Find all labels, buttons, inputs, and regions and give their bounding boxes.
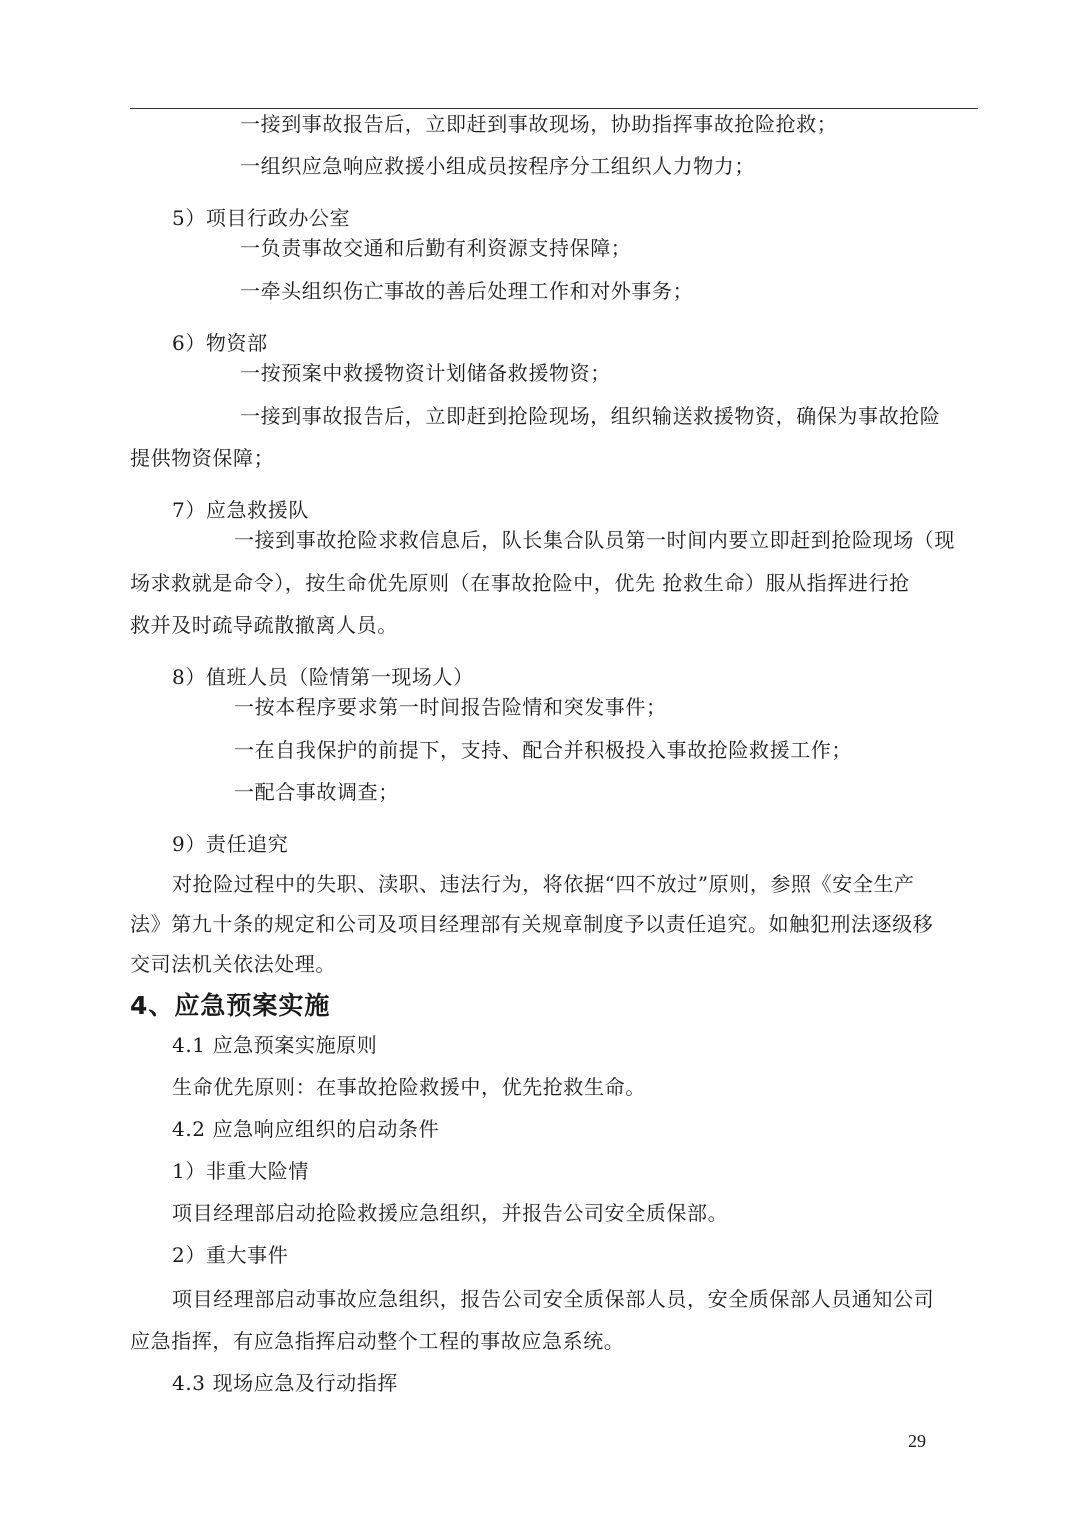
subsection-heading: 2）重大事件 xyxy=(172,1243,289,1267)
text-line: 一在自我保护的前提下，支持、配合并积极投入事故抢险救援工作； xyxy=(234,738,852,762)
subsection-heading: 7）应急救援队 xyxy=(172,498,309,522)
text-line: 提供物资保障； xyxy=(130,446,275,470)
section-heading: 4、应急预案实施 xyxy=(130,991,331,1020)
header-rule xyxy=(130,108,978,109)
subsection-heading: 4.1 应急预案实施原则 xyxy=(172,1033,378,1057)
text-line: 救并及时疏导疏散撤离人员。 xyxy=(130,613,398,637)
text-line: 应急指挥，有应急指挥启动整个工程的事故应急系统。 xyxy=(130,1329,625,1353)
text-line: 一接到事故报告后，立即赶到抢险现场，组织输送救援物资，确保为事故抢险 xyxy=(240,404,941,428)
text-line: 一接到事故抢险求救信息后，队长集合队员第一时间内要立即赶到抢险现场（现 xyxy=(234,528,955,552)
text-line: 场求救就是命令），按生命优先原则（在事故抢险中，优先 抢救生命）服从指挥进行抢 xyxy=(130,571,910,595)
subsection-heading: 6）物资部 xyxy=(172,331,268,355)
text-line: 交司法机关依法处理。 xyxy=(130,952,336,976)
subsection-heading: 8）值班人员（险情第一现场人） xyxy=(172,665,474,689)
text-line: 一按本程序要求第一时间报告险情和突发事件； xyxy=(234,695,667,719)
text-line: 一按预案中救援物资计划储备救援物资； xyxy=(240,361,611,385)
text-line: 项目经理部启动事故应急组织，报告公司安全质保部人员，安全质保部人员通知公司 xyxy=(172,1287,935,1311)
text-line: 生命优先原则：在事故抢险救援中，优先抢救生命。 xyxy=(172,1075,646,1099)
page-number: 29 xyxy=(908,1431,926,1451)
subsection-heading: 4.3 现场应急及行动指挥 xyxy=(172,1371,398,1395)
text-line: 一组织应急响应救援小组成员按程序分工组织人力物力； xyxy=(240,154,755,178)
text-line: 一接到事故报告后，立即赶到事故现场，协助指挥事故抢险抢救； xyxy=(240,112,838,136)
text-line: 一牵头组织伤亡事故的善后处理工作和对外事务； xyxy=(240,279,694,303)
subsection-heading: 4.2 应急响应组织的启动条件 xyxy=(172,1117,440,1141)
text-line: 一负责事故交通和后勤有利资源支持保障； xyxy=(240,236,632,260)
subsection-heading: 1）非重大险情 xyxy=(172,1159,309,1183)
text-line: 项目经理部启动抢险救援应急组织，并报告公司安全质保部。 xyxy=(172,1201,729,1225)
subsection-heading: 9）责任追究 xyxy=(172,832,289,856)
subsection-heading: 5）项目行政办公室 xyxy=(172,206,351,230)
text-line: 一配合事故调查； xyxy=(234,780,399,804)
text-line: 对抢险过程中的失职、渎职、违法行为，将依据“四不放过”原则，参照《安全生产 xyxy=(172,872,915,896)
text-line: 法》第九十条的规定和公司及项目经理部有关规章制度予以责任追究。如触犯刑法逐级移 xyxy=(130,912,934,936)
